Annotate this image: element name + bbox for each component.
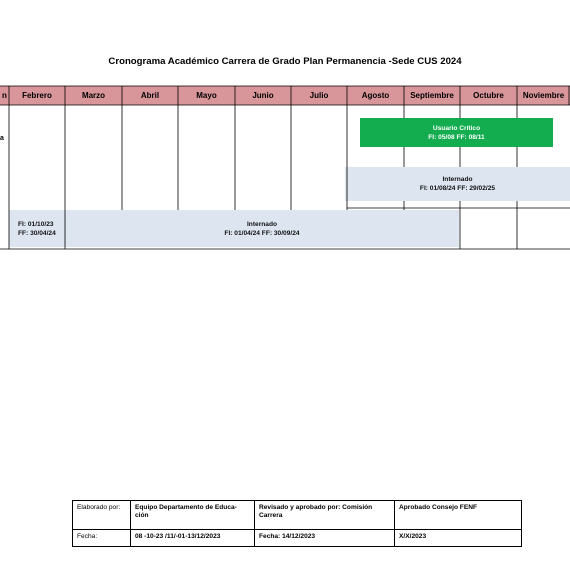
prev-period-bar	[9, 210, 65, 247]
internado-2024-bar	[65, 210, 459, 247]
month-header-8: Septiembre	[404, 86, 460, 105]
date-row	[73, 530, 522, 547]
month-header-10: Noviembre	[517, 86, 570, 105]
revisado-label: Revisado y aprobado por: Comisión Carrera	[255, 501, 395, 530]
internado-2024-dates: FI: 01/04/24 FF: 30/09/24	[224, 229, 300, 237]
internado-2025-bar	[345, 167, 570, 201]
elaborado-value: Equipo Departamento de Educa-ción	[131, 501, 255, 530]
internado-2025-dates: FI: 01/08/24 FF: 29/02/25	[419, 185, 496, 192]
aprobado-label: Aprobado Consejo FENF	[395, 501, 522, 530]
prev-period-ff: FF: 30/04/24	[18, 229, 56, 237]
month-header-5: Junio	[235, 86, 291, 105]
prev-period-fi: FI: 01/10/23	[18, 220, 54, 228]
month-header-3: Abril	[122, 86, 178, 105]
approval-row	[73, 501, 522, 530]
usuario-critico-title: Usuario Crítico	[432, 124, 481, 132]
approval-table	[72, 500, 522, 547]
month-header-7: Agosto	[347, 86, 404, 105]
internado-2024-title: Internado	[246, 220, 278, 228]
month-header-1: Febrero	[9, 86, 65, 105]
document-title: Cronograma Académico Carrera de Grado Plan Permanencia -Sede CUS 2024	[108, 56, 462, 67]
fecha-revisado: Fecha: 14/12/2023	[255, 530, 395, 547]
month-header-9: Octubre	[460, 86, 517, 105]
elaborado-label: Elaborado por:	[73, 501, 131, 530]
fecha-aprobado: X/X/2023	[395, 530, 522, 547]
month-header-2: Marzo	[65, 86, 122, 105]
usuario-critico-bar	[360, 118, 553, 147]
month-header-6: Julio	[291, 86, 347, 105]
usuario-critico-dates: FI: 05/08 FF: 08/11	[428, 133, 485, 141]
fecha-elaborado: 08 -10-23 /11/-01-13/12/2023	[131, 530, 255, 547]
month-header-0: n	[0, 86, 9, 105]
internado-2025-title: Internado	[442, 176, 473, 183]
row-label: a	[0, 135, 4, 142]
month-header-4: Mayo	[178, 86, 235, 105]
fecha-label: Fecha:	[73, 530, 131, 547]
